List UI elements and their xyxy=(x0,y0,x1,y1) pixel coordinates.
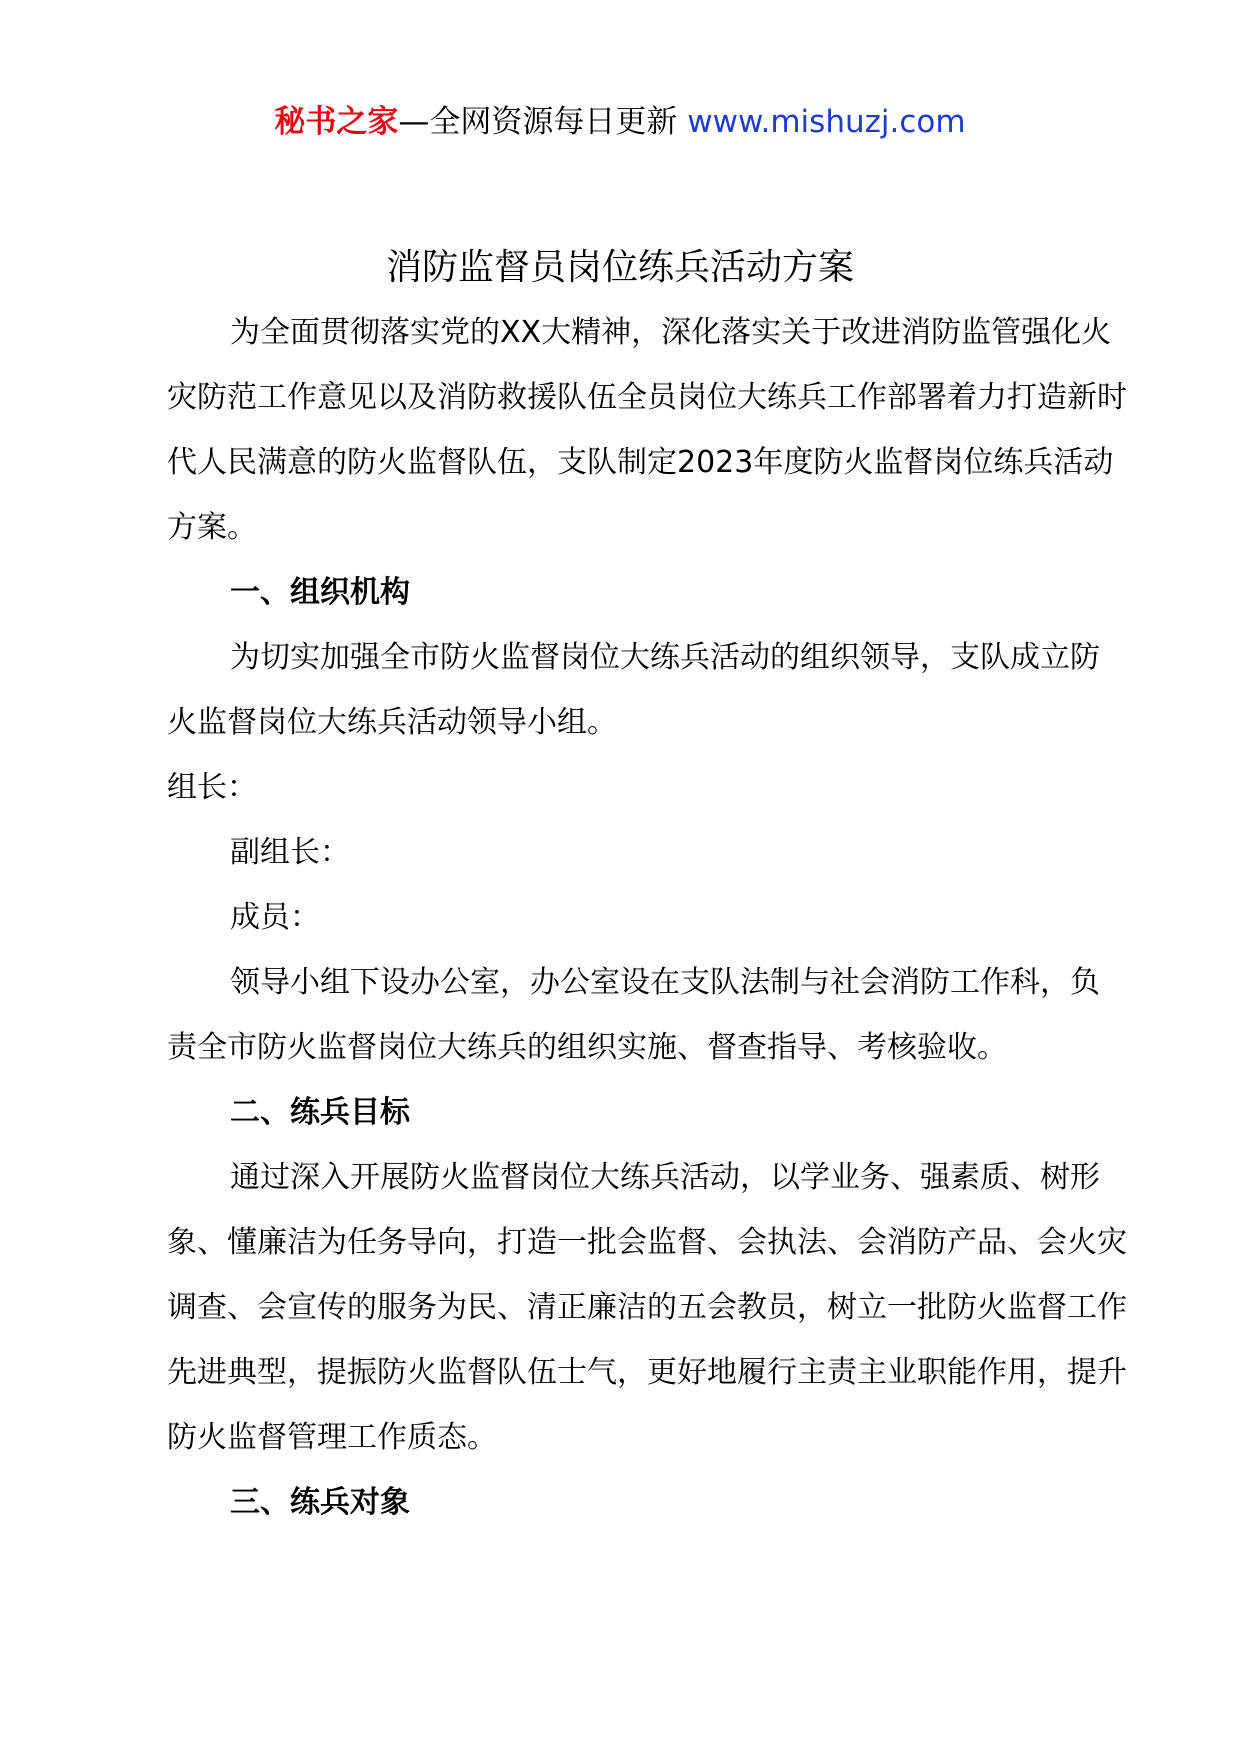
members-label: 成员： xyxy=(230,900,320,935)
site-tagline: —全网资源每日更新 xyxy=(398,104,688,140)
site-url-link[interactable]: www.mishuzj.com xyxy=(687,104,966,140)
goals-paragraph: 通过深入开展防火监督岗位大练兵活动，以学业务、强素质、树形象、懂廉洁为任务导向，打造一批会监督、会执法、会消防产品、会火灾调查、会宣传的服务为民、清正廉洁的五会教员，树立一批防火监督工作先进典型，提振防火监督队伍士气，更好地履行主责主业职能作用，提升防火监督管理工作质态。 xyxy=(167,1160,1127,1455)
section-heading-organization: 一、组织机构 xyxy=(230,575,410,610)
site-header xyxy=(0,100,1240,144)
deputy-leader-label: 副组长： xyxy=(230,835,350,870)
section-heading-goals: 二、练兵目标 xyxy=(230,1095,410,1130)
site-brand: 秘书之家 xyxy=(274,104,399,140)
organization-paragraph: 为切实加强全市防火监督岗位大练兵活动的组织领导，支队成立防火监督岗位大练兵活动领导小组。 xyxy=(167,640,1100,740)
document-body xyxy=(167,300,1127,1535)
office-paragraph: 领导小组下设办公室，办公室设在支队法制与社会消防工作科，负责全市防火监督岗位大练兵的组织实施、督查指导、考核验收。 xyxy=(167,965,1100,1065)
intro-paragraph: 为全面贯彻落实党的XX大精神，深化落实关于改进消防监管强化火灾防范工作意见以及消防救援队伍全员岗位大练兵工作部署着力打造新时代人民满意的防火监督队伍，支队制定2023年度防火监督岗位练兵活动方案。 xyxy=(167,315,1127,545)
leader-label: 组长： xyxy=(167,770,257,805)
document-title: 消防监督员岗位练兵活动方案 xyxy=(385,247,854,288)
section-heading-targets: 三、练兵对象 xyxy=(230,1485,410,1520)
